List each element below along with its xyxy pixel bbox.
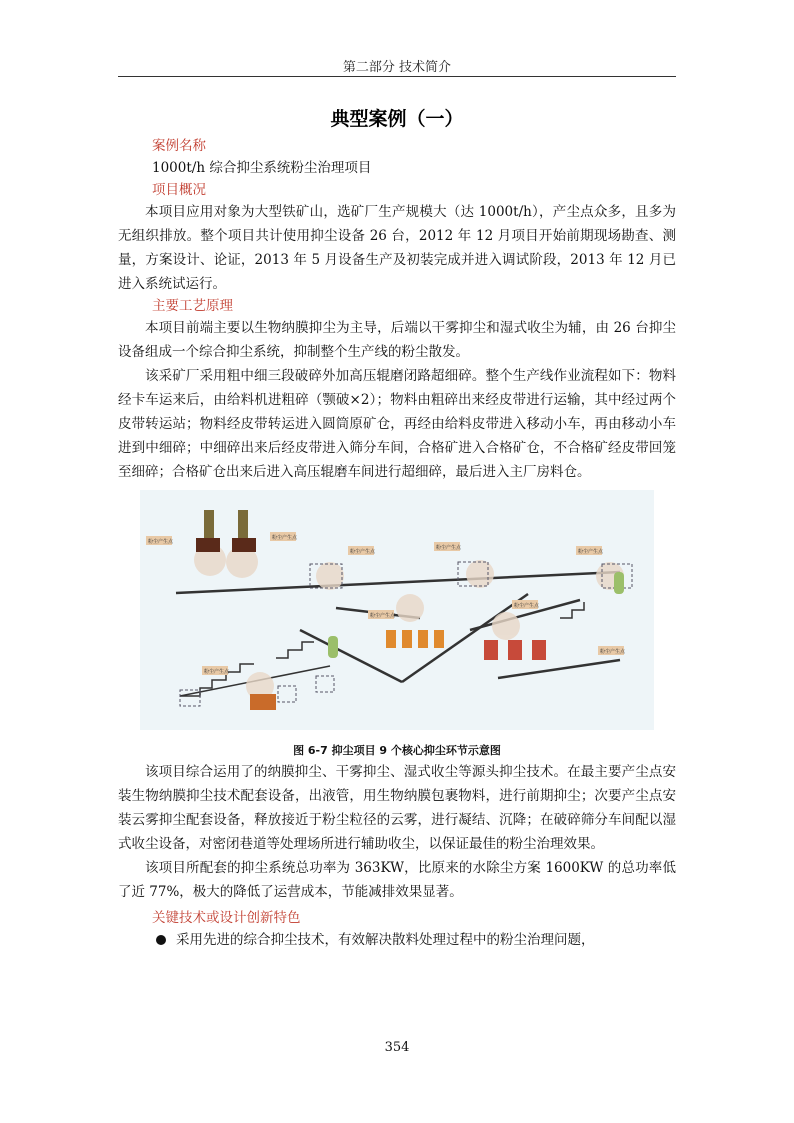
dust-cloud	[396, 594, 424, 622]
belt-bottom-right	[498, 660, 620, 678]
tag-label: 粉尘产生点	[436, 545, 462, 551]
figure-caption: 图 6-7 抑尘项目 9 个核心抑尘环节示意图	[293, 744, 501, 757]
overview-paragraph: 本项目应用对象为大型铁矿山，选矿厂生产规模大（达 1000t/h），产尘点众多，且多为无组织排放。整个项目共计使用抑尘设备 26 台，2012 年 12 月项目开始前期现场勘查、测量，方案设计、论证，2013 年 5 月设备生产及初装完成并进入调试阶段，2013 年 12 月已进入系统试运行。	[118, 204, 676, 292]
tag-label: 粉尘产生点	[578, 549, 604, 555]
feeder-truck	[250, 694, 276, 710]
tag-label: 粉尘产生点	[272, 535, 298, 541]
frame	[278, 686, 296, 702]
bullet-dot-icon	[156, 935, 166, 945]
crusher	[402, 630, 412, 648]
heading-innovation: 关键技术或设计创新特色	[152, 910, 301, 926]
crusher	[434, 630, 444, 648]
case-name-text: 1000t/h 综合抑尘系统粉尘治理项目	[152, 160, 372, 176]
tag-label: 粉尘产生点	[204, 669, 230, 675]
power-paragraph: 该项目所配套的抑尘系统总功率为 363KW，比原来的水除尘方案 1600KW 的总功率低了近 77%，极大的降低了运营成本，节能减排效果显著。	[118, 860, 676, 900]
method-paragraph: 该项目综合运用了的纳膜抑尘、干雾抑尘、湿式收尘等源头抑尘技术。在最主要产尘点安装生物纳膜抑尘技术配套设备，出液管，用生物纳膜包裹物料，进行前期抑尘；次要产尘点安装云雾抑尘配套设备，释放接近于粉尘粒径的云雾，进行凝结、沉降；在破碎筛分车间配以湿式收尘设备，对密闭巷道等处理场所进行辅助收尘，以保证最佳的粉尘治理效果。	[118, 764, 676, 852]
crusher	[386, 630, 396, 648]
process-diagram	[140, 490, 654, 730]
dust-cloud	[492, 612, 520, 640]
process-diagram-svg	[140, 490, 654, 730]
tag-label: 粉尘产生点	[370, 613, 396, 619]
page-number: 354	[384, 1040, 410, 1055]
conveyor-belts	[176, 572, 620, 682]
sprayer-tower	[238, 510, 248, 540]
tag-label: 粉尘产生点	[350, 549, 376, 555]
stair-mid	[276, 642, 314, 658]
silo	[328, 636, 338, 658]
screen-unit	[532, 640, 546, 660]
screen-unit	[484, 640, 498, 660]
header-rule	[118, 76, 676, 77]
heading-overview: 项目概况	[152, 182, 206, 198]
heading-case-name: 案例名称	[152, 138, 206, 154]
sprayer-tower	[204, 510, 214, 540]
tag-label: 粉尘产生点	[514, 603, 540, 609]
dust-cloud	[316, 562, 344, 590]
heading-principle: 主要工艺原理	[152, 298, 233, 314]
principle-paragraph-1: 本项目前端主要以生物纳膜抑尘为主导，后端以干雾抑尘和湿式收尘为辅，由 26 台抑尘设备组成一个综合抑尘系统，抑制整个生产线的粉尘散发。	[118, 320, 676, 360]
screen-unit	[508, 640, 522, 660]
silo	[614, 572, 624, 594]
innovation-bullet	[156, 928, 676, 952]
crusher	[418, 630, 428, 648]
innovation-bullet-text: 采用先进的综合抑尘技术，有效解决散料处理过程中的粉尘治理问题，	[176, 932, 595, 948]
tag-label: 粉尘产生点	[148, 539, 174, 545]
main-content	[118, 136, 676, 952]
jaw-crusher	[196, 538, 220, 552]
frame	[316, 676, 334, 692]
page-title: 典型案例（一）	[330, 108, 464, 130]
running-header: 第二部分 技术简介	[342, 60, 452, 75]
dust-cloud	[466, 560, 494, 588]
jaw-crusher	[232, 538, 256, 552]
tag-label: 粉尘产生点	[600, 649, 626, 655]
principle-paragraph-2: 该采矿厂采用粗中细三段破碎外加高压辊磨闭路超细碎。整个生产线作业流程如下：物料经卡车运来后，由给料机进粗碎（颚破×2）；物料由粗碎出来经皮带进行运输，其中经过两个皮带转运站；物料经皮带转运进入圆筒原矿仓，再经由给料皮带进入移动小车，再由移动小车进到中细碎；中细碎出来后经皮带进入筛分车间，合格矿进入合格矿仓，不合格矿经皮带回笼至细碎；合格矿仓出来后进入高压辊磨车间进行超细碎，最后进入主厂房料仓。	[118, 368, 676, 480]
